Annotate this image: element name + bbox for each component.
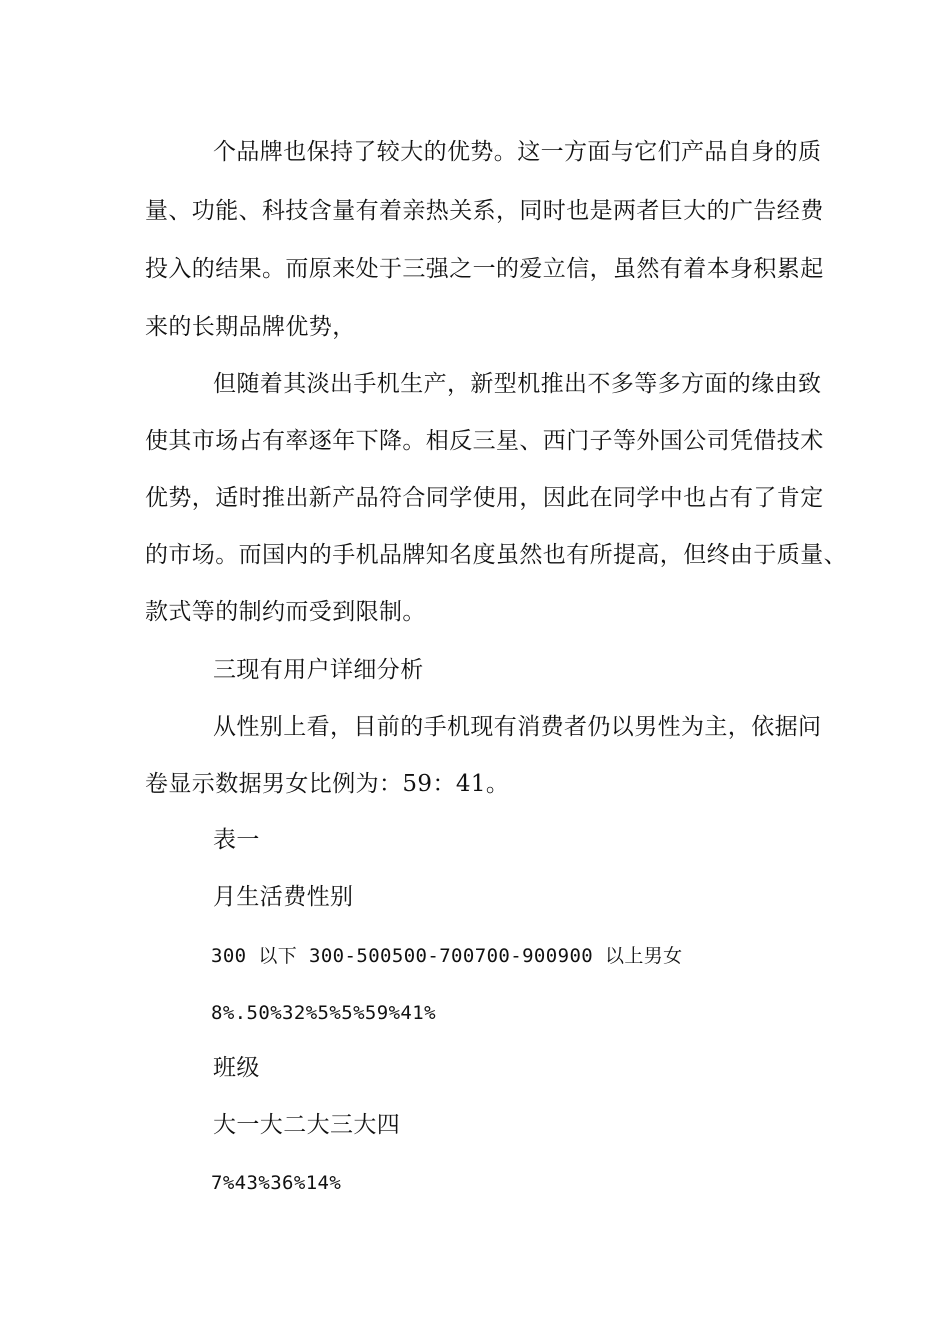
- paragraph-1-line-1: 个品牌也保持了较大的优势。这一方面与它们产品自身的质: [213, 139, 822, 165]
- paragraph-3-line-2: 卷显示数据男女比例为：59：41。: [145, 771, 510, 797]
- paragraph-1-line-2: 量、功能、科技含量有着亲热关系，同时也是两者巨大的广告经费: [145, 198, 824, 224]
- paragraph-2-line-1: 但随着其淡出手机生产，新型机推出不多等多方面的缘由致: [213, 371, 822, 397]
- table-header-spending-gender: 月生活费性别: [213, 884, 354, 910]
- paragraph-2-line-5: 款式等的制约而受到限制。: [145, 599, 426, 625]
- table-row-grades: 大一大二大三大四: [213, 1112, 401, 1138]
- paragraph-1-line-3: 投入的结果。而原来处于三强之一的爱立信，虽然有着本身积累起: [145, 256, 824, 282]
- paragraph-2-line-3: 优势，适时推出新产品符合同学使用，因此在同学中也占有了肯定: [145, 485, 824, 511]
- paragraph-2-line-4: 的市场。而国内的手机品牌知名度虽然也有所提高，但终由于质量、: [145, 542, 847, 568]
- paragraph-1-line-4: 来的长期品牌优势，: [145, 314, 356, 340]
- table-header-grade: 班级: [213, 1055, 260, 1081]
- table-row-spending-percentages: 8%.50%32%5%5%59%41%: [211, 1002, 436, 1024]
- paragraph-2-line-2: 使其市场占有率逐年下降。相反三星、西门子等外国公司凭借技术: [145, 428, 824, 454]
- table-title: 表一: [213, 827, 260, 853]
- section-heading: 三现有用户详细分析: [213, 657, 424, 683]
- paragraph-3-line-1: 从性别上看，目前的手机现有消费者仍以男性为主，依据问: [213, 714, 822, 740]
- table-row-grade-percentages: 7%43%36%14%: [211, 1172, 342, 1194]
- table-row-spending-ranges: 300 以下 300-500500-700700-900900 以上男女: [211, 945, 683, 967]
